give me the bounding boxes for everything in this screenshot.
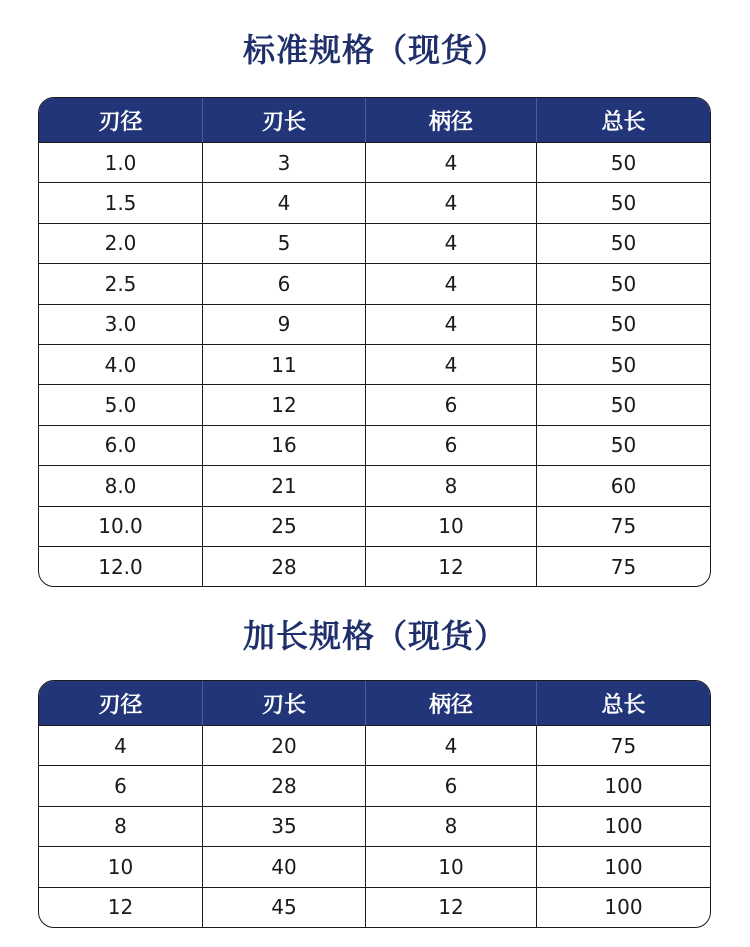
cell-blade-diameter: 2.0 xyxy=(104,231,137,256)
cell-total-length: 100 xyxy=(536,847,710,886)
cell-blade-length: 11 xyxy=(202,345,365,384)
cell-blade-length: 6 xyxy=(202,264,365,303)
table-row xyxy=(39,223,710,263)
cell-shank-diameter: 6 xyxy=(365,385,536,424)
cell-blade-diameter: 6 xyxy=(114,774,127,799)
cell-blade-length: 20 xyxy=(202,726,365,765)
cell-shank-diameter: 10 xyxy=(365,847,536,886)
cell-total-length: 75 xyxy=(536,726,710,765)
extended-spec-title: 加长规格（现货） xyxy=(242,617,507,655)
table-row xyxy=(39,182,710,222)
cell-blade-diameter: 8.0 xyxy=(104,473,137,498)
header-cell-blade-length: 刃长 xyxy=(202,681,365,725)
cell-total-length: 50 xyxy=(536,345,710,384)
header-cell-blade-diameter: 刃径 xyxy=(98,692,143,718)
table-header-row xyxy=(39,681,710,725)
cell-blade-diameter: 4 xyxy=(114,733,127,758)
cell-blade-length: 16 xyxy=(202,426,365,465)
cell-total-length: 100 xyxy=(536,888,710,927)
table-row xyxy=(39,142,710,182)
cell-blade-diameter: 12.0 xyxy=(98,554,143,579)
cell-blade-length: 21 xyxy=(202,466,365,505)
header-cell-total-length: 总长 xyxy=(536,681,710,725)
header-cell-total-length: 总长 xyxy=(536,98,710,142)
cell-blade-diameter: 3.0 xyxy=(104,312,137,337)
header-cell-blade-diameter: 刃径 xyxy=(98,109,143,135)
table-row xyxy=(39,806,710,846)
standard-spec-title: 标准规格（现货） xyxy=(242,31,507,69)
cell-total-length: 50 xyxy=(536,183,710,222)
cell-blade-diameter: 8 xyxy=(114,814,127,839)
cell-blade-diameter: 4.0 xyxy=(104,352,137,377)
cell-blade-length: 28 xyxy=(202,547,365,586)
cell-shank-diameter: 6 xyxy=(365,766,536,805)
cell-blade-length: 25 xyxy=(202,507,365,546)
header-cell-blade-length: 刃长 xyxy=(202,98,365,142)
cell-total-length: 75 xyxy=(536,547,710,586)
cell-shank-diameter: 12 xyxy=(365,888,536,927)
table-row xyxy=(39,344,710,384)
cell-blade-length: 28 xyxy=(202,766,365,805)
cell-shank-diameter: 4 xyxy=(365,224,536,263)
cell-blade-diameter: 12 xyxy=(107,895,134,920)
header-cell-shank-diameter: 柄径 xyxy=(365,98,536,142)
cell-shank-diameter: 4 xyxy=(365,264,536,303)
cell-blade-length: 5 xyxy=(202,224,365,263)
cell-blade-length: 12 xyxy=(202,385,365,424)
cell-shank-diameter: 12 xyxy=(365,547,536,586)
table-row xyxy=(39,846,710,886)
table-row xyxy=(39,887,710,927)
cell-blade-diameter: 5.0 xyxy=(104,393,137,418)
table-header-row xyxy=(39,98,710,142)
cell-blade-length: 35 xyxy=(202,807,365,846)
cell-shank-diameter: 6 xyxy=(365,426,536,465)
standard-spec-table xyxy=(38,97,711,587)
cell-shank-diameter: 4 xyxy=(365,345,536,384)
cell-total-length: 50 xyxy=(536,305,710,344)
cell-shank-diameter: 8 xyxy=(365,807,536,846)
cell-blade-length: 4 xyxy=(202,183,365,222)
table-row xyxy=(39,384,710,424)
table-row xyxy=(39,263,710,303)
cell-total-length: 50 xyxy=(536,385,710,424)
cell-total-length: 100 xyxy=(536,807,710,846)
cell-shank-diameter: 4 xyxy=(365,183,536,222)
extended-spec-table xyxy=(38,680,711,928)
table-row xyxy=(39,465,710,505)
table-row xyxy=(39,546,710,586)
cell-total-length: 50 xyxy=(536,224,710,263)
table-row xyxy=(39,304,710,344)
cell-shank-diameter: 4 xyxy=(365,305,536,344)
table-row xyxy=(39,425,710,465)
table-row xyxy=(39,506,710,546)
cell-blade-diameter: 10.0 xyxy=(98,514,143,539)
cell-blade-diameter: 10 xyxy=(107,854,134,879)
cell-blade-diameter: 2.5 xyxy=(104,271,137,296)
cell-total-length: 50 xyxy=(536,426,710,465)
cell-total-length: 50 xyxy=(536,143,710,182)
cell-blade-length: 3 xyxy=(202,143,365,182)
cell-blade-diameter: 6.0 xyxy=(104,433,137,458)
cell-shank-diameter: 10 xyxy=(365,507,536,546)
cell-total-length: 100 xyxy=(536,766,710,805)
cell-blade-length: 9 xyxy=(202,305,365,344)
cell-blade-diameter: 1.5 xyxy=(104,191,137,216)
cell-total-length: 75 xyxy=(536,507,710,546)
cell-blade-diameter: 1.0 xyxy=(104,150,137,175)
cell-blade-length: 40 xyxy=(202,847,365,886)
extended-table-body xyxy=(39,725,710,927)
cell-blade-length: 45 xyxy=(202,888,365,927)
cell-shank-diameter: 8 xyxy=(365,466,536,505)
cell-total-length: 50 xyxy=(536,264,710,303)
cell-shank-diameter: 4 xyxy=(365,726,536,765)
table-row xyxy=(39,725,710,765)
cell-shank-diameter: 4 xyxy=(365,143,536,182)
cell-total-length: 60 xyxy=(536,466,710,505)
header-cell-shank-diameter: 柄径 xyxy=(365,681,536,725)
standard-table-body xyxy=(39,142,710,586)
table-row xyxy=(39,765,710,805)
